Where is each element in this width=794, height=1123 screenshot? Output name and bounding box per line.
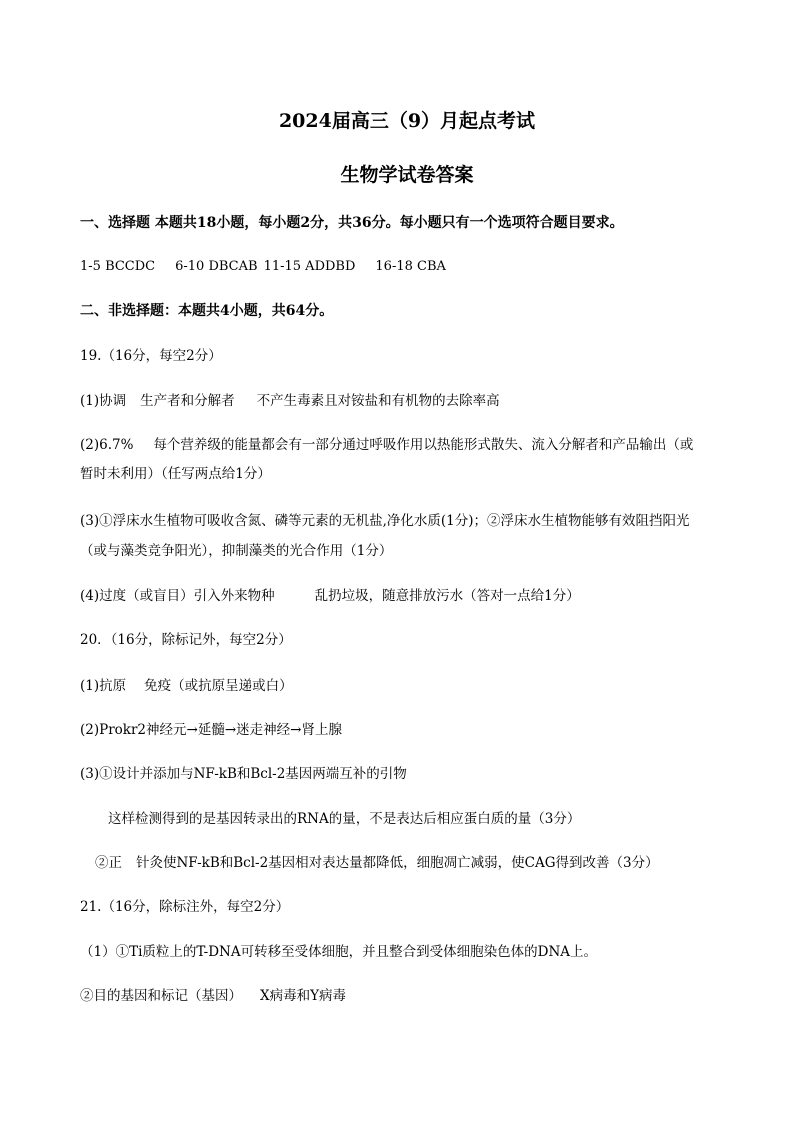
q20-part1-b: 免疫（或抗原呈递或白） [144, 678, 293, 694]
q19-part2-line2: 暂时未利用）（任写两点给1分） [80, 466, 271, 482]
q20-part1 [80, 675, 720, 697]
answers-1-5: 1-5 BCCDC [80, 259, 156, 274]
q21-part1: （1）①Ti质粒上的T-DNA可转移至受体细胞，并且整合到受体细胞染色体的DNA上。 [80, 944, 598, 960]
q20-part2: (2)Prokr2神经元→延髓→迷走神经→肾上腺 [80, 722, 342, 738]
q20-heading: 20．（16分，除标记外，每空2分） [80, 632, 292, 648]
answers-11-15: 11-15 ADDBD [263, 259, 356, 274]
q19-part3-line2: （或与藻类竞争阳光），抑制藻类的光合作用（1分） [80, 543, 393, 559]
q19-part1 [80, 390, 720, 412]
page-title: 2024届高三（9）月起点考试 [278, 110, 536, 132]
answers-16-18: 16-18 CBA [375, 259, 446, 274]
q20-part1-a: (1)抗原 [80, 678, 127, 694]
q19-part1-c: 不产生毒素且对铵盐和有机物的去除率高 [256, 393, 500, 409]
q21-part2-a: ②目的基因和标记（基因） [80, 988, 242, 1004]
q19-part2-line1 [80, 434, 720, 456]
q19-part3-line1: (3)①浮床水生植物可吸收含氮、磷等元素的无机盐,净化水质(1分)；②浮床水生植物能够有效阻挡阳光 [80, 513, 690, 529]
q21-heading: 21.（16分，除标注外，每空2分） [80, 899, 290, 915]
q19-part1-b: 生产者和分解者 [140, 393, 235, 409]
q20-part4 [95, 852, 735, 874]
answers-6-10: 6-10 DBCAB [175, 259, 258, 274]
multiple-choice-answers [80, 256, 720, 278]
page-subtitle: 生物学试卷答案 [340, 164, 474, 186]
q20-part4-b: 针灸使NF-kB和Bcl-2基因相对表达量都降低，细胞凋亡减弱，使CAG得到改善（3分） [136, 855, 659, 871]
section2-heading: 二、非选择题：本题共4小题，共64分。 [80, 303, 334, 319]
q21-part2-b: X病毒和Y病毒 [260, 988, 347, 1004]
q19-part2-a: (2)6.7% [80, 437, 134, 453]
q20-part3: (3)①设计并添加与NF-kB和Bcl-2基因两端互补的引物 [80, 766, 407, 782]
q19-part4-a: (4)过度（或盲目）引入外来物种 [80, 588, 275, 604]
q19-part2-b: 每个营养级的能量都会有一部分通过呼吸作用以热能形式散失、流入分解者和产品输出（或 [153, 437, 694, 453]
q19-heading: 19.（16分，每空2分） [80, 348, 222, 364]
q19-part1-a: (1)协调 [80, 393, 127, 409]
q20-part4-a: ②正 [95, 855, 122, 871]
section1-heading: 一、选择题 本题共18小题，每小题2分，共36分。每小题只有一个选项符合题目要求。 [80, 215, 624, 231]
q21-part2 [80, 985, 720, 1007]
q20-part3-continued: 这样检测得到的是基因转录出的RNA的量，不是表达后相应蛋白质的量（3分） [108, 811, 581, 827]
q19-part4 [80, 585, 720, 607]
q19-part4-b: 乱扔垃圾，随意排放污水（答对一点给1分） [314, 588, 580, 604]
